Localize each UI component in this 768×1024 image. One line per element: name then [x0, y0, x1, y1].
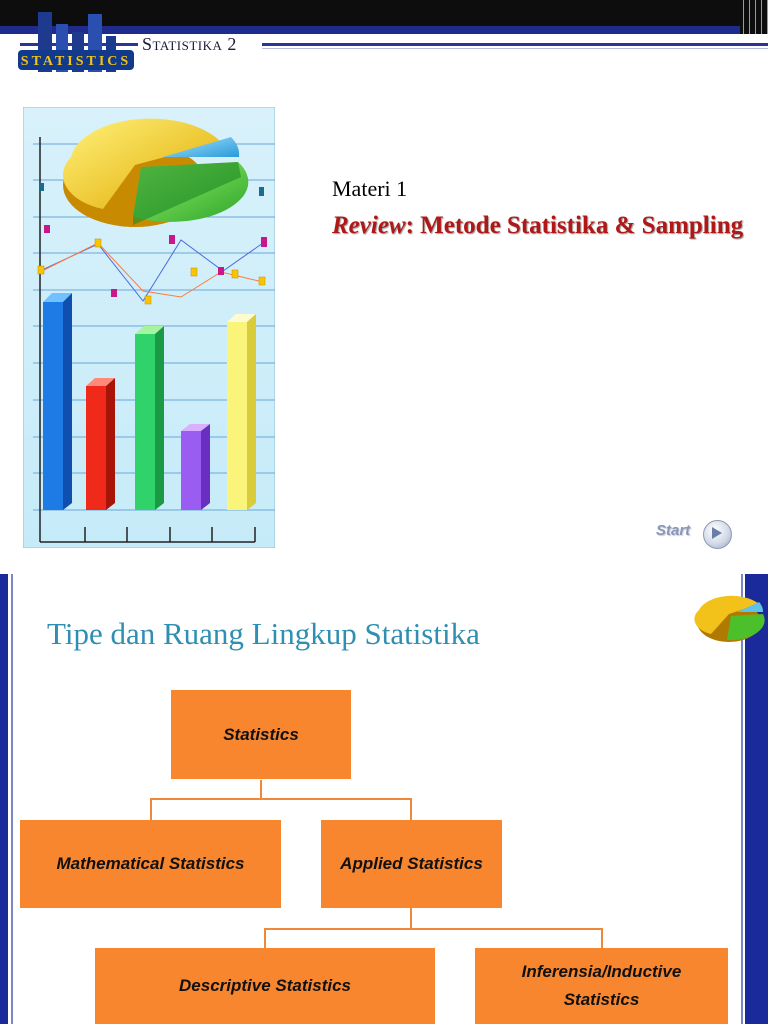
header-rule: [262, 43, 768, 46]
slide-2: [0, 574, 768, 1024]
review-label: Review: [332, 212, 406, 239]
header-title: Statistika 2: [142, 34, 237, 54]
review-subtitle: : Metode Statistika & Sampling: [405, 212, 744, 239]
box-inferential-statistics: Inferensia/Inductive Statistics: [475, 948, 728, 1024]
review-heading: [332, 208, 752, 243]
header-rule-thin: [262, 48, 768, 49]
slide-title: Tipe dan Ruang Lingkup Statistika: [47, 616, 480, 651]
connector-root-down: [260, 780, 262, 799]
connector-applied-down: [410, 908, 412, 928]
connector-to-mathematical: [150, 798, 152, 820]
play-arrow-icon[interactable]: [712, 527, 722, 539]
box-descriptive-statistics: Descriptive Statistics: [95, 948, 435, 1024]
connector-to-descriptive: [264, 928, 266, 948]
connector-to-inferential: [601, 928, 603, 948]
connector-root-horizontal: [150, 798, 412, 800]
start-label[interactable]: Start: [656, 522, 691, 539]
connector-applied-horizontal: [264, 928, 603, 930]
materi-label: Materi 1: [332, 176, 408, 201]
statistics-clipart: [23, 107, 275, 548]
left-border-line: [11, 574, 13, 1024]
box-statistics: Statistics: [171, 690, 351, 779]
connector-to-applied: [410, 798, 412, 820]
statistics-logo: [16, 10, 136, 78]
box-mathematical-statistics: Mathematical Statistics: [20, 820, 281, 908]
left-border-bar: [0, 574, 8, 1024]
box-applied-statistics: Applied Statistics: [321, 820, 502, 908]
logo-text: STATISTICS: [20, 54, 132, 69]
top-bar-stripes: [740, 0, 768, 34]
pie-chart-icon: [693, 590, 765, 646]
